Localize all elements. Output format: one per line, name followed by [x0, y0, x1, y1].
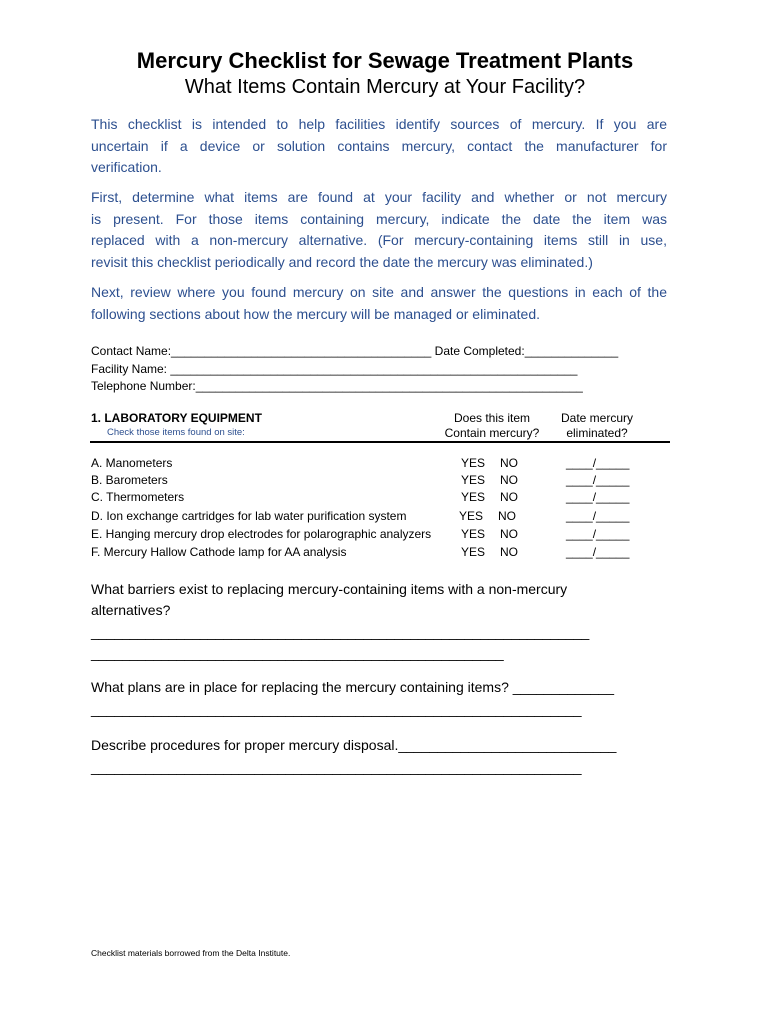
- intro-line: uncertain if a device or solution contains mercury, contact the manufacturer for: [91, 137, 667, 154]
- yes-option[interactable]: YES: [461, 456, 486, 470]
- yes-option[interactable]: YES: [461, 473, 486, 487]
- section-note: Check those items found on site:: [107, 427, 245, 438]
- intro-line: revisit this checklist periodically and record the date the mercury was eliminated.): [91, 253, 593, 270]
- date-field[interactable]: ____/_____: [566, 490, 630, 504]
- yes-option[interactable]: YES: [461, 527, 486, 541]
- item-label: C. Thermometers: [91, 490, 185, 504]
- no-option[interactable]: NO: [500, 456, 518, 470]
- contact-name-field[interactable]: Contact Name:_______________________________________ Date Completed:______________: [91, 344, 619, 358]
- item-label: D. Ion exchange cartridges for lab water purification system: [91, 509, 407, 523]
- column-header-date: Date mercury eliminated?: [560, 411, 634, 440]
- page-title: Mercury Checklist for Sewage Treatment Plants: [136, 48, 634, 73]
- intro-line: is present. For those items containing mercury, indicate the date the item was: [91, 210, 667, 227]
- intro-paragraph-3: [91, 282, 667, 325]
- intro-line: verification.: [91, 159, 162, 175]
- question-barriers-cont: alternatives?: [91, 602, 171, 618]
- telephone-field[interactable]: Telephone Number:__________________________________________________________: [91, 379, 583, 393]
- answer-line[interactable]: _____________________________________________________: [91, 645, 504, 661]
- date-field[interactable]: ____/_____: [566, 456, 630, 470]
- yes-option[interactable]: YES: [459, 509, 484, 523]
- answer-line[interactable]: _______________________________________________________________: [91, 701, 582, 717]
- intro-paragraph-1: [91, 114, 667, 179]
- no-option[interactable]: NO: [500, 527, 518, 541]
- column-header-contains: Does this item Contain mercury?: [444, 411, 540, 440]
- date-field[interactable]: ____/_____: [566, 545, 630, 559]
- no-option[interactable]: NO: [498, 509, 516, 523]
- answer-line[interactable]: _______________________________________________________________: [91, 759, 582, 775]
- item-label: E. Hanging mercury drop electrodes for polarographic analyzers: [91, 527, 432, 541]
- yes-option[interactable]: YES: [461, 490, 486, 504]
- page-subtitle: What Items Contain Mercury at Your Facility?: [184, 76, 586, 98]
- section-divider: [90, 441, 670, 443]
- question-disposal[interactable]: Describe procedures for proper mercury disposal.____________________________: [91, 737, 617, 753]
- yes-option[interactable]: YES: [461, 545, 486, 559]
- item-label: B. Barometers: [91, 473, 168, 487]
- no-option[interactable]: NO: [500, 490, 518, 504]
- question-plans[interactable]: What plans are in place for replacing the mercury containing items? _____________: [91, 679, 614, 695]
- intro-line: replaced with a non-mercury alternative. (For mercury-containing items still in use,: [91, 232, 667, 248]
- intro-line: First, determine what items are found at your facility and whether or not mercury: [91, 189, 667, 205]
- date-field[interactable]: ____/_____: [566, 509, 630, 523]
- no-option[interactable]: NO: [500, 545, 518, 559]
- intro-line: This checklist is intended to help facilities identify sources of mercury. If you are: [91, 116, 667, 132]
- date-field[interactable]: ____/_____: [566, 527, 630, 541]
- item-label: A. Manometers: [91, 456, 173, 470]
- intro-paragraph-2: [91, 187, 667, 273]
- no-option[interactable]: NO: [500, 473, 518, 487]
- facility-name-field[interactable]: Facility Name: _____________________________________________________________: [91, 362, 578, 376]
- section-title: 1. LABORATORY EQUIPMENT: [91, 411, 262, 425]
- answer-line[interactable]: ________________________________________________________________: [91, 624, 590, 640]
- question-barriers: What barriers exist to replacing mercury-containing items with a non-mercury: [91, 581, 568, 597]
- item-label: F. Mercury Hallow Cathode lamp for AA analysis: [91, 545, 347, 559]
- intro-line: Next, review where you found mercury on site and answer the questions in each of the: [91, 284, 667, 300]
- footer-note: Checklist materials borrowed from the Delta Institute.: [91, 948, 291, 958]
- date-field[interactable]: ____/_____: [566, 473, 630, 487]
- intro-line: following sections about how the mercury will be managed or eliminated.: [91, 305, 541, 322]
